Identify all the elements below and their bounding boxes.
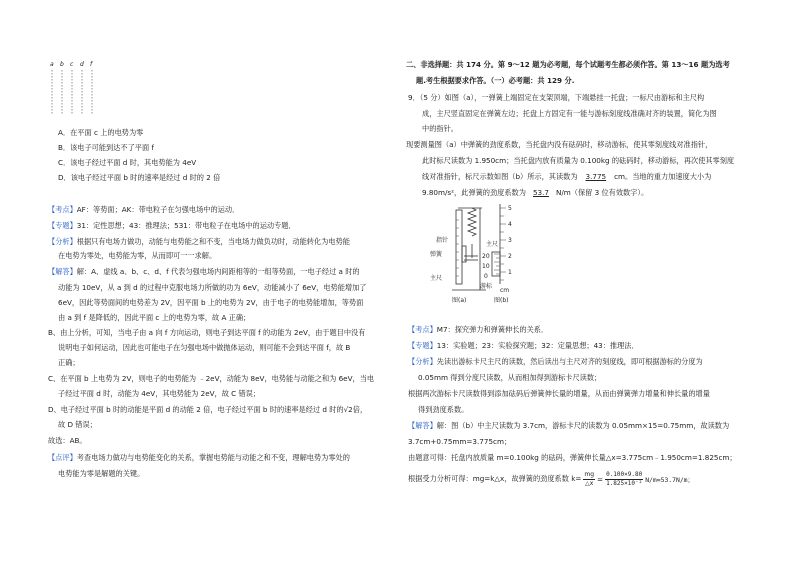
r-zhuanti-text: 13：实验题；23：实验探究题；32：定量思想；43：推理法． [436,341,639,350]
r-zhuanti-line [408,341,639,351]
q9-line-2: 成，主尺竖直固定在弹簧左边；托盘上方固定有一能与游标刻度线准确对齐的装置，简化为图 [422,109,717,118]
sqrt-suffix: 倍， [352,405,368,414]
option-a: A．在平面 c 上的电势为零 [58,128,144,137]
r-kaodian-line [408,325,548,335]
label-spring: 弹簧 [430,251,443,258]
q9-line-5: 此时标尺读数为 1.950cm；当托盘内放有质量为 0.100kg 的砝码时，移动游标，再次使其零刻度 [422,156,735,165]
vernier-num-0: 0 [484,273,488,280]
r-fenxi-text-4: 得到劲度系数。 [418,405,469,414]
label-vernier: 游标 [480,283,493,290]
r-jieda-text-2: 3.7cm+0.75mm=3.775cm； [408,437,512,446]
jieda-text-7: 正确； [58,358,80,367]
r-fenxi-line-1 [408,357,703,367]
plane-label-f: f [90,61,93,68]
answer-reading: 3.775 [585,172,607,181]
fraction-2-num: 0.100×9.80 [606,470,643,478]
fenxi-tag: 【分析】 [48,237,77,246]
q9-text-7b: N/m（保留 3 位有效数字）。 [555,188,649,197]
answer-k: 53.7 [532,188,549,197]
q9-line-6 [422,172,711,182]
jieda-text-3: 6eV，因此等势面间的电势差为 2V，因平面 b 上的电势为 2V，由于电子的电势能增加，等势面 [58,298,364,307]
plane-label-b: b [60,61,64,68]
formula-line [408,466,694,492]
vernier-num-20: 20 [482,253,490,260]
jieda-text-1: 解：A、虚线 a、b、c、d、f 代表匀强电场内间距相等的一组等势面，一电子经过 a 时的 [76,267,360,276]
q9-line-4: 现要测量图（a）中弹簧的劲度系数，当托盘内没有砝码时，移动游标，使其零刻度线对准指针， [406,140,713,149]
plane-label-d: d [80,61,84,68]
sqrt-two: √2 [343,405,353,414]
planes-svg [46,60,106,116]
r-jieda-text-4: 根据受力分析可得：mg=k△x，故弹簧的劲度系数 k= [408,474,582,483]
r-fenxi-text-2: 0.05mm 得到分度尺读数，从而相加得到游标卡尺读数； [418,373,602,382]
r-jieda-line-1 [408,421,729,431]
fenxi-text-2: 在电势为零处，电势能为零，从而即可一一求解。 [58,251,217,260]
jieda-text-6: 说明电子如何运动，因此也可能电子在匀强电场中做抛体运动，则可能不会到达平面 f，故 B [58,343,351,352]
equals-sign: = [597,474,604,484]
section-heading-1: 二、非选择题：共 174 分。第 9～12 题为必考题，每个试题考生都必须作答。第 13～16 题为选考 [406,60,730,69]
r-zhuanti-tag: 【专题】 [408,341,437,350]
dianping-text-2: 电势能为零是解题的关键。 [58,469,145,478]
q9-text-7: 9.80m/s²，此弹簧的劲度系数为 [422,188,526,197]
fenxi-line-1 [48,237,350,247]
jieda-text-11: 故 D 错误； [58,420,97,429]
option-b: B．该电子可能到达不了平面 f [58,143,154,152]
r-jieda-text-3: 由题意可得：托盘内放质量 m=0.100kg 的砝码，弹簧伸长量△x=3.775cm﹣1.950cm=1.825cm； [408,453,737,462]
r-jieda-tag: 【解答】 [408,421,437,430]
right-column [400,0,800,565]
ruler-num-4: 4 [508,221,512,228]
option-d: D．该电子经过平面 b 时的速率是经过 d 时的 2 倍 [58,173,221,182]
zhuanti-tag: 【专题】 [48,221,77,230]
fraction-2 [605,471,643,488]
jieda-text-4: 由 a 到 f 是降低的，因此平面 c 上的电势为零，故 A 正确； [58,313,251,322]
jieda-line-10 [48,405,367,415]
dianping-line-1 [48,453,350,463]
kaodian-line [48,205,239,215]
jieda-text-9: 子经过平面 d 时，动能为 4eV，其电势能为 2eV，故 C 错误； [58,389,261,398]
zhuanti-line [48,221,296,231]
ruler-num-1: 1 [508,269,512,276]
r-fenxi-tag: 【分析】 [408,357,437,366]
formula-tail: N/m=53.7N/m； [645,475,694,484]
fenxi-text-1: 根据只有电场力做功，动能与电势能之和不变，当电场力做负功时，动能转化为电势能 [76,237,350,246]
plane-label-a: a [50,61,54,68]
ruler-num-2: 2 [508,253,512,260]
equipotential-planes-figure [46,60,106,116]
fig-a-label: 图(a) [452,297,467,304]
fig-b-label: 图(b) [494,297,509,304]
jieda-text-5: B、由上分析，可知，当电子由 a 向 f 方向运动，则电子到达平面 f 的动能为 2eV，由于题目中没有 [48,328,366,337]
section-heading-2: 题.考生根据要求作答。（一）必考题：共 129 分. [416,76,575,85]
jieda-text-2: 动能为 10eV，从 a 到 d 的过程中克服电场力所做的功为 6eV，动能减小了 6eV，电势能增加了 [58,283,367,292]
fraction-1-den: △x [585,479,594,487]
jieda-text-12: 故选：AB。 [48,436,87,445]
ruler-num-5: 5 [508,205,512,212]
r-jieda-text-1: 解：图（b）中主尺读数为 3.7cm，游标卡尺的读数为 0.05mm×15=0.75mm，故读数为 [436,421,730,430]
fraction-1 [583,471,595,488]
q9-line-3: 中的指针。 [422,124,458,133]
r-kaodian-tag: 【考点】 [408,325,437,334]
fraction-1-num: mg [584,470,595,478]
plane-label-c: c [70,61,74,68]
kaodian-text: AF：等势面；AK：带电粒子在匀强电场中的运动． [76,205,240,214]
label-main-scale-a: 主尺 [430,275,443,282]
jieda-line-1 [48,267,360,277]
q9-text-6: 线对准指针，标尺示数如图（b）所示，其读数为 [422,172,578,181]
zhuanti-text: 31：定性思想；43：推理法；531：带电粒子在电场中的运动专题． [76,221,296,230]
spring-apparatus-figure [422,200,532,308]
jieda-text-8: C、在平面 b 上电势为 2V，则电子的电势能为 ﹣2eV，动能为 8eV，电势能与动能之和为 6eV，当电 [48,374,375,383]
label-pointer: 指针 [436,237,449,244]
fraction-2-den: 1.825×10⁻² [606,479,643,487]
q9-line-7 [422,188,648,198]
r-kaodian-text: M7：探究弹力和弹簧伸长的关系． [436,325,549,334]
jieda-tag: 【解答】 [48,267,77,276]
q9-text-6b: cm。当地的重力加速度大小为 [614,172,712,181]
jieda-text-10: D、电子经过平面 b 时的动能是平面 d 的动能 2 倍，电子经过平面 b 时的速率是经过 d 时的 [48,405,344,414]
q9-line-1: 9．（5 分）如图（a），一弹簧上端固定在支架顶端，下端悬挂一托盘；一标尺由游标和主尺构 [408,93,705,102]
ruler-num-3: 3 [508,237,512,244]
r-fenxi-text-3: 根据两次游标卡尺读数得到添加砝码后弹簧伸长量的增量，从而由弹簧弹力增量和伸长量的增量 [408,389,710,398]
r-fenxi-text-1: 先读出游标卡尺主尺的读数，然后读出与主尺对齐的刻度线，即可根据游标的分度为 [436,357,703,366]
dianping-text-1: 考查电场力做功与电势能变化的关系，掌握电势能与动能之和不变，理解电势为零处的 [76,453,350,462]
label-main-scale-b: 主尺 [486,241,499,248]
dianping-tag: 【点评】 [48,453,77,462]
label-cm: cm [500,287,510,294]
option-c: C．该电子经过平面 d 时，其电势能为 4eV [58,158,197,167]
vernier-num-10: 10 [482,263,490,270]
kaodian-tag: 【考点】 [48,205,77,214]
